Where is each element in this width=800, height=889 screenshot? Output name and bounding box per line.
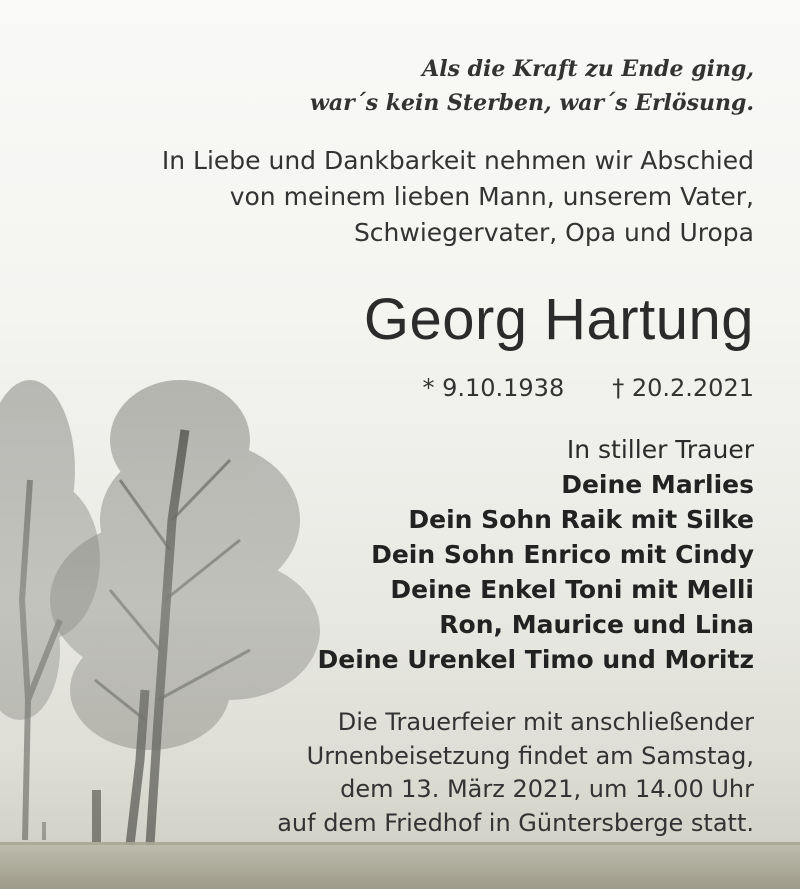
mourner-line: Dein Sohn Enrico mit Cindy: [371, 540, 754, 569]
deceased-name: Georg Hartung: [363, 287, 754, 352]
mourning-intro: In stiller Trauer: [566, 435, 754, 464]
mourner-line: Deine Enkel Toni mit Melli: [390, 575, 754, 604]
birth-date: * 9.10.1938: [422, 374, 565, 402]
mourners-list: [318, 432, 755, 677]
intro-line: In Liebe und Dankbarkeit nehmen wir Abschied: [161, 146, 754, 175]
mourner-line: Deine Urenkel Timo und Moritz: [317, 645, 754, 674]
memorial-verse: [310, 52, 754, 120]
intro-line: Schwiegervater, Opa und Uropa: [353, 218, 754, 247]
service-line: Die Trauerfeier mit anschließender: [337, 708, 754, 736]
mourner-line: Dein Sohn Raik mit Silke: [408, 505, 754, 534]
mourner-line: Deine Marlies: [561, 470, 754, 499]
service-line: auf dem Friedhof in Güntersberge statt.: [277, 808, 754, 837]
life-dates: [422, 368, 754, 408]
intro-line: von meinem lieben Mann, unserem Vater,: [229, 182, 754, 211]
service-line: dem 13. März 2021, um 14.00 Uhr: [340, 775, 754, 803]
funeral-service-info: [277, 706, 754, 840]
verse-line: war´s kein Sterben, war´s Erlösung.: [309, 90, 754, 116]
service-line: Urnenbeisetzung findet am Samstag,: [306, 741, 754, 770]
mourner-line: Ron, Maurice und Lina: [439, 610, 754, 639]
death-date: † 20.2.2021: [612, 374, 754, 402]
verse-line: Als die Kraft zu Ende ging,: [422, 56, 754, 82]
farewell-intro: [162, 143, 754, 251]
